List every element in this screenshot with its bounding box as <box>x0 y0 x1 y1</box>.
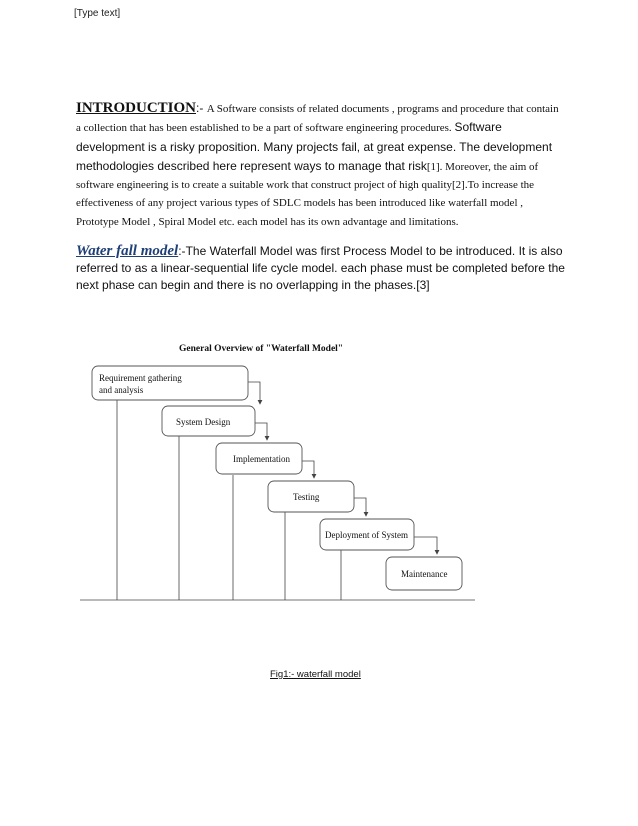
connector-arrow <box>248 382 260 404</box>
connector-arrow <box>414 537 437 554</box>
figure-caption: Fig1:- waterfall model <box>270 669 361 680</box>
connector-arrow <box>302 461 314 478</box>
waterfall-diagram <box>80 330 475 602</box>
stage-label: Requirement gathering <box>99 373 182 383</box>
introduction-separator: :- <box>196 101 207 115</box>
diagram-title: General Overview of "Waterfall Model" <box>179 344 344 354</box>
introduction-paragraph <box>76 99 566 231</box>
stage-label: and analysis <box>99 385 144 395</box>
waterfall-separator: :- <box>178 244 186 258</box>
connector-arrow <box>255 423 267 440</box>
stage-label: Deployment of System <box>325 530 408 540</box>
connector-arrow <box>354 498 366 516</box>
introduction-heading: INTRODUCTION <box>76 100 197 116</box>
introduction-text-3: [1]. Moreover, the aim of software engineering is to create a suitable work that construct project of high quality[2].To increase the effectiveness of any project various types of SDLC models has been introduced like waterfall model , Prototype Model , Spiral Model etc. each model has its own advantage and limitations. <box>76 160 539 228</box>
waterfall-heading: Water fall model <box>76 243 179 259</box>
introduction-text-2: Software development is a risky proposition. Many projects fail, at great expense. The development methodologies described here represent ways to manage that risk <box>76 120 553 173</box>
page-header: [Type text] <box>74 8 121 19</box>
waterfall-paragraph <box>76 243 566 294</box>
stage-label: Implementation <box>233 454 290 464</box>
introduction-text-1: A Software consists of related documents , programs and procedure that contain a collection that has been established to be a part of software engineering procedures. <box>76 103 559 135</box>
stage-label: System Design <box>176 417 231 427</box>
stage-label: Maintenance <box>401 569 448 579</box>
waterfall-text: The Waterfall Model was first Process Model to be introduced. It is also referred to as a linear-sequential life cycle model. each phase must be completed before the next phase can begin and there is no overlapping in the phases.[3] <box>76 244 565 292</box>
stage-label: Testing <box>293 492 320 502</box>
